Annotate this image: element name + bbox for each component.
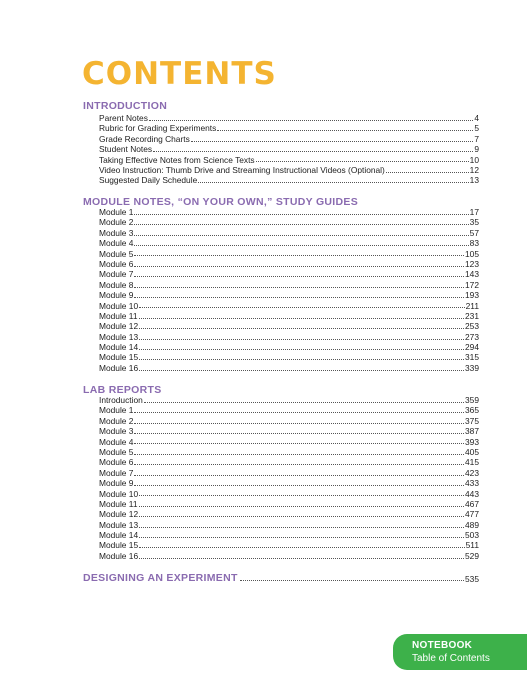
toc-entry-label: Module 7: [99, 467, 134, 478]
toc-entry[interactable]: [99, 269, 479, 279]
leader-dots: [139, 558, 464, 559]
toc-entry-label: Module 3: [99, 227, 134, 238]
leader-dots: [134, 433, 464, 434]
toc-entry-page: 253: [465, 321, 479, 332]
leader-dots: [139, 307, 465, 308]
leader-dots: [153, 151, 473, 152]
toc-entry-label: Module 10: [99, 300, 139, 311]
toc-entry-label: Module 13: [99, 519, 139, 530]
toc-entry[interactable]: [99, 290, 479, 300]
leader-dots: [139, 349, 464, 350]
toc-entry-label: Module 5: [99, 248, 134, 259]
toc-entry[interactable]: [99, 520, 479, 530]
toc-entry-page: 415: [465, 457, 479, 468]
toc-entry-label: Student Notes: [99, 144, 153, 155]
toc-entry[interactable]: [99, 499, 479, 509]
toc-entry-page: 359: [465, 394, 479, 405]
toc-entry-page: 273: [465, 331, 479, 342]
toc-entry-page: 172: [465, 279, 479, 290]
toc-entry[interactable]: [99, 113, 479, 123]
leader-dots: [256, 161, 469, 162]
toc-entry-page: 5: [474, 123, 479, 134]
leader-dots: [134, 423, 464, 424]
toc-entry-page: 393: [465, 436, 479, 447]
toc-entry[interactable]: [99, 405, 479, 415]
toc-entry[interactable]: [99, 447, 479, 457]
toc-entry-label: Video Instruction: Thumb Drive and Streaming Instructional Videos (Optional): [99, 164, 385, 175]
toc-entry-label: Module 14: [99, 530, 139, 541]
toc-entry[interactable]: [99, 551, 479, 561]
toc-entry-label: Module 2: [99, 415, 134, 426]
section-heading-lab-reports: LAB REPORTS: [83, 384, 162, 396]
toc-entry[interactable]: [99, 530, 479, 540]
leader-dots: [139, 516, 464, 517]
leader-dots: [191, 141, 474, 142]
toc-entry[interactable]: [99, 540, 479, 550]
toc-entry-label: Module 12: [99, 321, 139, 332]
leader-dots: [198, 182, 468, 183]
toc-entry[interactable]: [99, 426, 479, 436]
toc-entry-label: Module 16: [99, 550, 139, 561]
toc-entry-label: Module 9: [99, 478, 134, 489]
leader-dots: [217, 130, 473, 131]
toc-entry-label: Module 8: [99, 279, 134, 290]
toc-entry[interactable]: [99, 342, 479, 352]
notebook-tab: [393, 634, 527, 670]
page-title: CONTENTS: [82, 56, 277, 92]
leader-dots: [139, 318, 465, 319]
leader-dots: [134, 235, 468, 236]
toc-entry[interactable]: [99, 207, 479, 217]
toc-entry-page: 83: [469, 238, 479, 249]
toc-entry[interactable]: [99, 352, 479, 362]
toc-entry-label: Rubric for Grading Experiments: [99, 123, 217, 134]
toc-entry[interactable]: [99, 437, 479, 447]
leader-dots: [139, 328, 464, 329]
leader-dots: [134, 276, 464, 277]
toc-entry[interactable]: [99, 489, 479, 499]
toc-list-introduction: [99, 113, 479, 186]
leader-dots: [134, 454, 464, 455]
leader-dots: [139, 506, 465, 507]
toc-entry-label: Suggested Daily Schedule: [99, 175, 198, 186]
toc-entry[interactable]: [99, 332, 479, 342]
leader-dots: [139, 527, 464, 528]
leader-dots: [134, 245, 468, 246]
toc-entry[interactable]: [99, 509, 479, 519]
leader-dots: [134, 214, 468, 215]
leader-dots: [134, 297, 464, 298]
toc-entry-label: Parent Notes: [99, 112, 148, 123]
toc-entry-page: 467: [465, 498, 479, 509]
leader-dots: [139, 547, 465, 548]
toc-list-module-notes: [99, 207, 479, 373]
toc-entry-page: 477: [465, 509, 479, 520]
tab-title: NOTEBOOK: [412, 640, 473, 651]
toc-entry-page: 9: [474, 144, 479, 155]
toc-entry[interactable]: [99, 468, 479, 478]
toc-entry-page: 193: [465, 290, 479, 301]
leader-dots: [139, 359, 464, 360]
toc-entry-page: 339: [465, 362, 479, 373]
toc-entry-page: 105: [465, 248, 479, 259]
toc-entry[interactable]: [99, 280, 479, 290]
toc-entry-label: Introduction: [99, 394, 143, 405]
toc-entry-page: 12: [469, 164, 479, 175]
toc-entry-label: Module 13: [99, 331, 139, 342]
toc-entry-label: Module 10: [99, 488, 139, 499]
leader-dots: [134, 485, 464, 486]
toc-entry[interactable]: [99, 144, 479, 154]
leader-dots: [134, 412, 464, 413]
toc-entry-page: 17: [469, 206, 479, 217]
toc-entry-page: 13: [469, 175, 479, 186]
toc-entry[interactable]: [99, 457, 479, 467]
toc-entry-label: DESIGNING AN EXPERIMENT: [83, 572, 238, 584]
toc-entry[interactable]: [99, 321, 479, 331]
leader-dots: [144, 402, 464, 403]
toc-entry[interactable]: [99, 395, 479, 405]
toc-entry-page: 423: [465, 467, 479, 478]
toc-entry[interactable]: [99, 155, 479, 165]
toc-entry-label: Module 14: [99, 342, 139, 353]
toc-entry-page: 375: [465, 415, 479, 426]
toc-entry-page: 511: [465, 540, 479, 551]
toc-entry[interactable]: [99, 311, 479, 321]
leader-dots: [134, 443, 464, 444]
toc-entry-label: Module 2: [99, 217, 134, 228]
toc-entry-page: 529: [465, 550, 479, 561]
leader-dots: [139, 495, 464, 496]
tab-subtitle: Table of Contents: [412, 653, 490, 664]
toc-entry[interactable]: [99, 238, 479, 248]
toc-entry-page: 433: [465, 478, 479, 489]
toc-entry-label: Module 11: [99, 310, 138, 321]
toc-entry-page: 294: [465, 342, 479, 353]
leader-dots: [134, 224, 468, 225]
leader-dots: [139, 537, 464, 538]
toc-entry-page: 365: [465, 405, 479, 416]
toc-entry[interactable]: [99, 249, 479, 259]
toc-entry[interactable]: [99, 134, 479, 144]
leader-dots: [134, 475, 464, 476]
toc-entry-page: 35: [469, 217, 479, 228]
toc-entry-page: 123: [465, 258, 479, 269]
section-heading-introduction: INTRODUCTION: [83, 100, 168, 112]
toc-entry-label: Module 15: [99, 352, 139, 363]
toc-entry-label: Module 16: [99, 362, 139, 373]
toc-entry-page: 387: [465, 426, 479, 437]
toc-entry-page: 231: [465, 310, 479, 321]
toc-entry-label: Module 3: [99, 426, 134, 437]
leader-dots: [240, 580, 464, 581]
toc-entry-label: Module 11: [99, 498, 138, 509]
section-heading-module-notes: MODULE NOTES, “ON YOUR OWN,” STUDY GUIDES: [83, 196, 359, 208]
toc-list-lab-reports: [99, 395, 479, 561]
toc-entry[interactable]: [99, 416, 479, 426]
toc-entry-page: 489: [465, 519, 479, 530]
toc-entry-label: Taking Effective Notes from Science Texts: [99, 154, 255, 165]
toc-entry-page: 10: [469, 154, 479, 165]
toc-entry-page: 443: [465, 488, 479, 499]
toc-entry-label: Module 6: [99, 258, 134, 269]
toc-entry[interactable]: [99, 228, 479, 238]
toc-entry[interactable]: [99, 175, 479, 185]
toc-entry-page: 4: [474, 112, 479, 123]
toc-entry-label: Module 12: [99, 509, 139, 520]
toc-entry-label: Module 15: [99, 540, 139, 551]
toc-entry-label: Module 1: [99, 206, 134, 217]
toc-entry-label: Module 1: [99, 405, 134, 416]
leader-dots: [139, 339, 464, 340]
toc-entry[interactable]: [99, 259, 479, 269]
toc-entry[interactable]: [99, 217, 479, 227]
toc-entry-label: Module 5: [99, 446, 134, 457]
toc-entry-page: 503: [465, 530, 479, 541]
toc-entry-page: 143: [465, 269, 479, 280]
toc-entry-page: 535: [465, 574, 479, 584]
toc-entry-label: Module 6: [99, 457, 134, 468]
toc-entry-page: 7: [474, 133, 479, 144]
toc-entry[interactable]: [99, 478, 479, 488]
toc-entry-designing-experiment[interactable]: [83, 571, 479, 584]
toc-entry[interactable]: [99, 165, 479, 175]
toc-entry-page: 405: [465, 446, 479, 457]
leader-dots: [134, 266, 464, 267]
toc-entry-label: Module 9: [99, 290, 134, 301]
toc-entry-label: Module 7: [99, 269, 134, 280]
leader-dots: [139, 370, 464, 371]
toc-entry-page: 211: [465, 300, 479, 311]
toc-entry-page: 57: [469, 227, 479, 238]
leader-dots: [134, 287, 464, 288]
toc-entry-label: Module 4: [99, 436, 134, 447]
toc-entry-label: Module 4: [99, 238, 134, 249]
toc-entry-label: Grade Recording Charts: [99, 133, 190, 144]
toc-entry-page: 315: [465, 352, 479, 363]
leader-dots: [149, 120, 473, 121]
toc-entry[interactable]: [99, 301, 479, 311]
leader-dots: [386, 172, 469, 173]
toc-entry[interactable]: [99, 123, 479, 133]
leader-dots: [134, 255, 464, 256]
leader-dots: [134, 464, 464, 465]
toc-entry[interactable]: [99, 363, 479, 373]
